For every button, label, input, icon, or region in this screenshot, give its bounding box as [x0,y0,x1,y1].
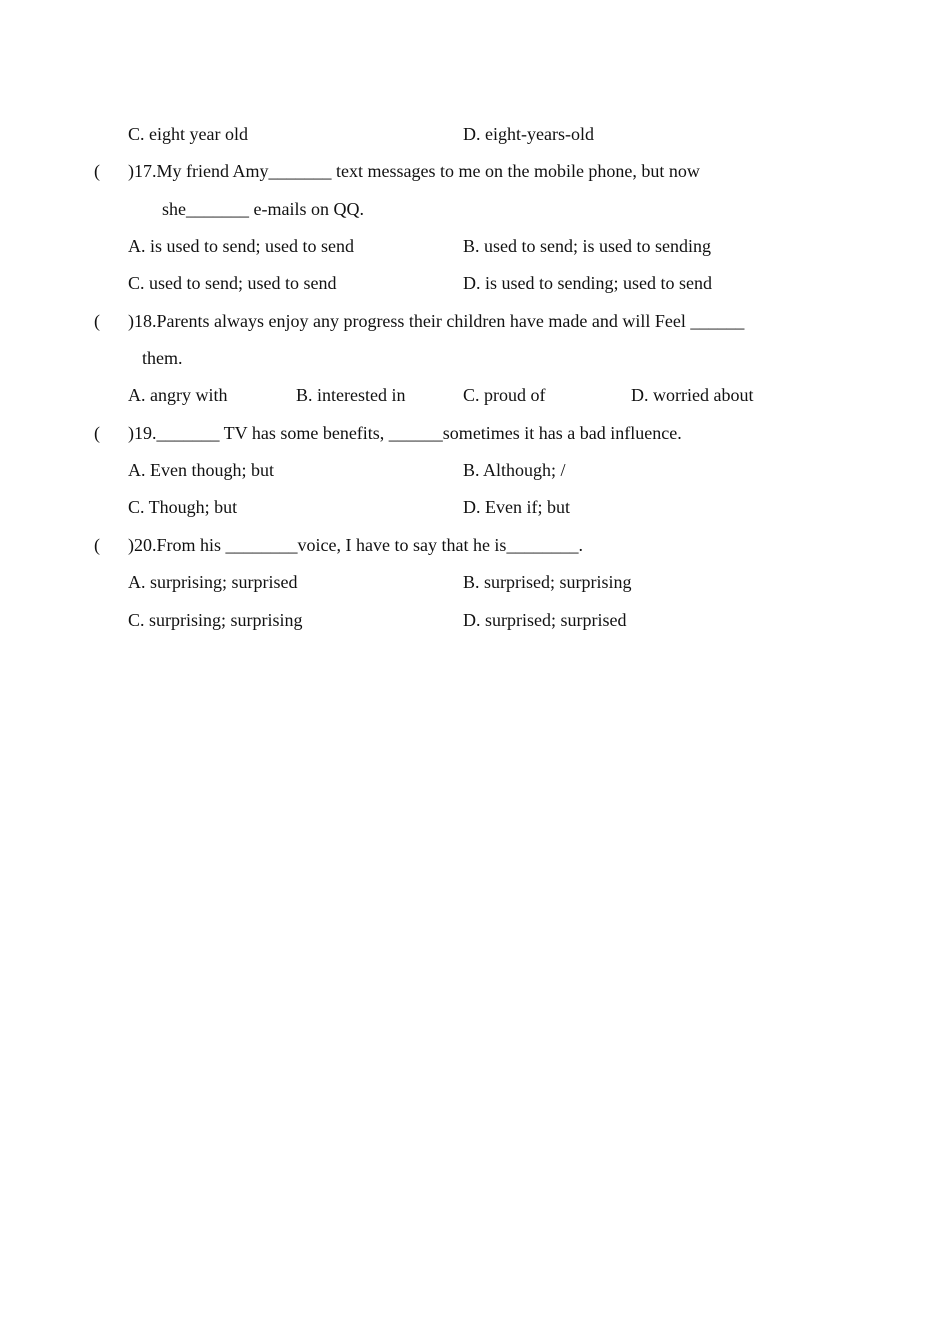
q17-option-a: A. is used to send; used to send [128,236,354,256]
q17-option-d: D. is used to sending; used to send [463,273,712,293]
q20-stem: )20.From his ________voice, I have to say that he is________. [128,535,583,555]
q18-option-d: D. worried about [631,385,754,405]
q17-stem: )17.My friend Amy_______ text messages to me on the mobile phone, but now [128,161,700,181]
q20-answer-paren: ( [94,535,100,555]
q18-option-a: A. angry with [128,385,228,405]
q20-option-b: B. surprised; surprising [463,572,632,592]
q18-stem-continued: them. [142,348,183,368]
q20-option-d: D. surprised; surprised [463,610,627,630]
q19-answer-paren: ( [94,423,100,443]
q17-answer-paren: ( [94,161,100,181]
q20-option-a: A. surprising; surprised [128,572,298,592]
q16-option-c: C. eight year old [128,124,248,144]
q18-answer-paren: ( [94,311,100,331]
q17-stem-continued: she_______ e-mails on QQ. [162,199,364,219]
q19-option-d: D. Even if; but [463,497,570,517]
q20-option-c: C. surprising; surprising [128,610,303,630]
q17-option-c: C. used to send; used to send [128,273,337,293]
q19-option-c: C. Though; but [128,497,238,517]
q18-option-c: C. proud of [463,385,546,405]
q19-option-b: B. Although; / [463,460,566,480]
q19-stem: )19._______ TV has some benefits, ______sometimes it has a bad influence. [128,423,682,443]
q18-option-b: B. interested in [296,385,406,405]
q16-option-d: D. eight-years-old [463,124,594,144]
q19-option-a: A. Even though; but [128,460,274,480]
q17-option-b: B. used to send; is used to sending [463,236,711,256]
q18-stem: )18.Parents always enjoy any progress their children have made and will Feel ______ [128,311,745,331]
